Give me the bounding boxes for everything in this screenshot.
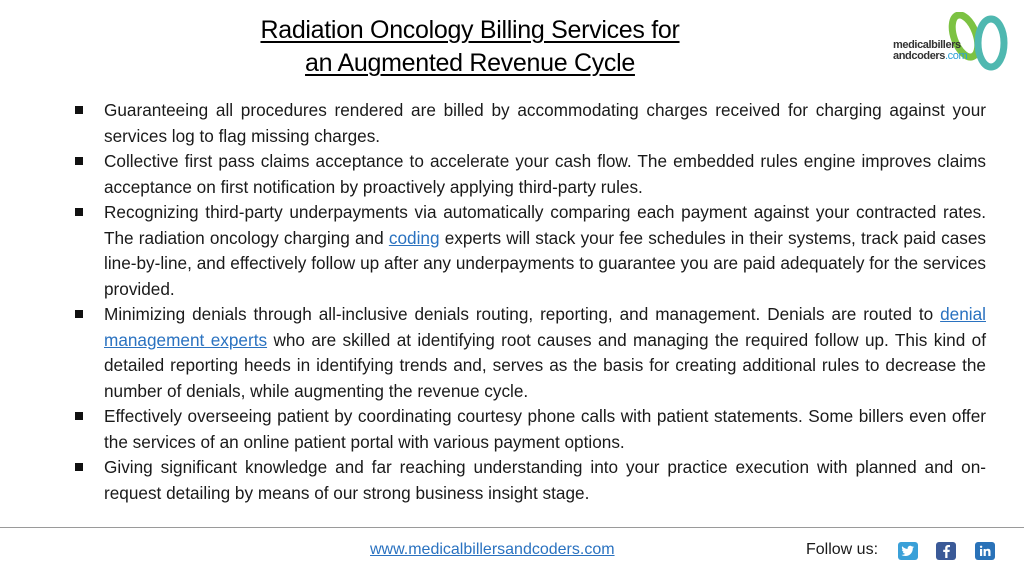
bullet-text-continued: experts will stack your fee schedules in their systems, track paid cases line-by-line, and effectively follow up after any underpayments to guarantee you are paid adequately for the services provided.	[104, 227, 986, 299]
bullet-list	[72, 98, 986, 506]
footer-divider	[0, 527, 1024, 528]
logo-text-main: medicalbillers	[893, 39, 961, 51]
bullet-text: Minimizing denials through all-inclusive denials routing, reporting, and management. Denials are routed to	[104, 304, 941, 324]
bullet-text: Collective first pass claims acceptance to accelerate your cash flow. The embedded rules engine improves claims acceptance on first notification by proactively applying third-party rules.	[104, 151, 986, 197]
title-line-2: an Augmented Revenue Cycle	[305, 49, 635, 77]
coding-link[interactable]: coding	[388, 227, 440, 248]
bullet-square-icon	[75, 412, 83, 420]
bullet-square-icon	[75, 310, 83, 318]
page-title	[150, 14, 790, 80]
bullet-square-icon	[75, 106, 83, 114]
twitter-icon[interactable]	[898, 542, 918, 560]
bullet-square-icon	[75, 157, 83, 165]
list-item	[72, 404, 986, 455]
company-logo[interactable]	[893, 12, 1015, 74]
bullet-square-icon	[75, 208, 83, 216]
list-item	[72, 149, 986, 200]
list-item	[72, 455, 986, 506]
bullet-square-icon	[75, 463, 83, 471]
bullet-text: Giving significant knowledge and far reaching understanding into your practice execution with planned and on-request detailing by means of our strong business insight stage.	[104, 457, 986, 503]
title-line-1: Radiation Oncology Billing Services for	[260, 16, 680, 44]
list-item	[72, 98, 986, 149]
follow-us-label: Follow us:	[806, 541, 879, 558]
linkedin-icon[interactable]	[975, 542, 995, 560]
logo-text-second: andcoders	[893, 50, 946, 62]
bullet-text: Effectively overseeing patient by coordinating courtesy phone calls with patient statements. Some billers even offer the services of an online patient portal with various payment options.	[104, 406, 986, 452]
bullet-text: Recognizing third-party underpayments via automatically comparing each payment against your contracted rates. The radiation oncology charging and	[104, 202, 986, 248]
logo-text	[893, 40, 967, 62]
list-item	[72, 302, 986, 404]
bullet-text-continued: who are skilled at identifying root causes and managing the required follow up. This kind of detailed reporting heeds in identifying trends and, serves as the basis for creating additional rules to decrease the number of denials, while augmenting the revenue cycle.	[104, 329, 986, 401]
logo-text-com: .com	[945, 50, 968, 62]
bullet-text: Guaranteeing all procedures rendered are billed by accommodating charges received for charging against your services log to flag missing charges.	[104, 100, 986, 146]
facebook-icon[interactable]	[936, 542, 956, 560]
list-item	[72, 200, 986, 302]
footer-website-link[interactable]: www.medicalbillersandcoders.com	[370, 541, 615, 558]
denial-management-experts-link[interactable]: denial management experts	[104, 304, 986, 350]
